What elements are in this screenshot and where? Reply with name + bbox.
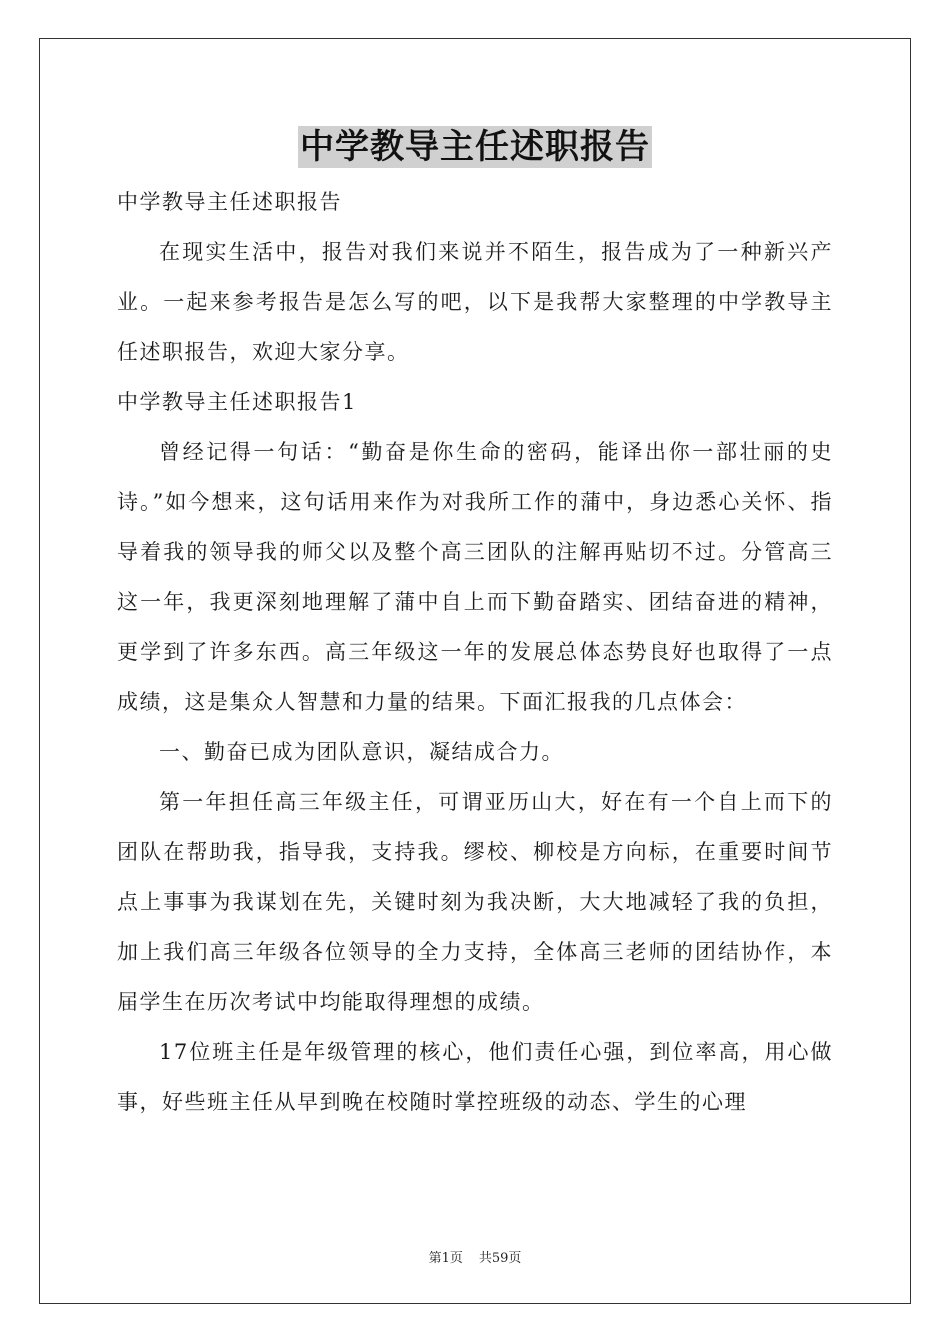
page-total: 共59页 <box>478 1251 522 1266</box>
body-paragraph: 曾经记得一句话：“勤奋是你生命的密码，能译出你一部壮丽的史诗。”如今想来，这句话用来作为对我所工作的蒲中，身边悉心关怀、指导着我的领导我的师父以及整个高三团队的注解再贴切不过。分管高三这一年，我更深刻地理解了蒲中自上而下勤奋踏实、团结奋进的精神，更学到了许多东西。高三年级这一年的发展总体态势良好也取得了一点成绩，这是集众人智慧和力量的结果。下面汇报我的几点体会： <box>117 440 833 714</box>
section-heading: 中学教导主任述职报告1 <box>117 390 357 414</box>
title-container <box>0 126 950 168</box>
intro-paragraph: 在现实生活中，报告对我们来说并不陌生，报告成为了一种新兴产业。一起来参考报告是怎么写的吧，以下是我帮大家整理的中学教导主任述职报告，欢迎大家分享。 <box>117 240 833 364</box>
document-title: 中学教导主任述职报告 <box>300 127 650 167</box>
point-heading: 一、勤奋已成为团队意识，凝结成合力。 <box>159 740 564 764</box>
page-footer <box>0 1247 950 1266</box>
page-number: 第1页 <box>428 1251 463 1266</box>
body-paragraph: 第一年担任高三年级主任，可谓亚历山大，好在有一个自上而下的团队在帮助我，指导我，支持我。缪校、柳校是方向标，在重要时间节点上事事为我谋划在先，关键时刻为我决断，大大地减轻了我的负担，加上我们高三年级各位领导的全力支持，全体高三老师的团结协作，本届学生在历次考试中均能取得理想的成绩。 <box>117 790 833 1014</box>
document-body <box>117 177 833 1127</box>
subtitle-line: 中学教导主任述职报告 <box>117 190 342 214</box>
body-paragraph: 17位班主任是年级管理的核心，他们责任心强，到位率高，用心做事，好些班主任从早到晚在校随时掌控班级的动态、学生的心理 <box>117 1040 833 1114</box>
